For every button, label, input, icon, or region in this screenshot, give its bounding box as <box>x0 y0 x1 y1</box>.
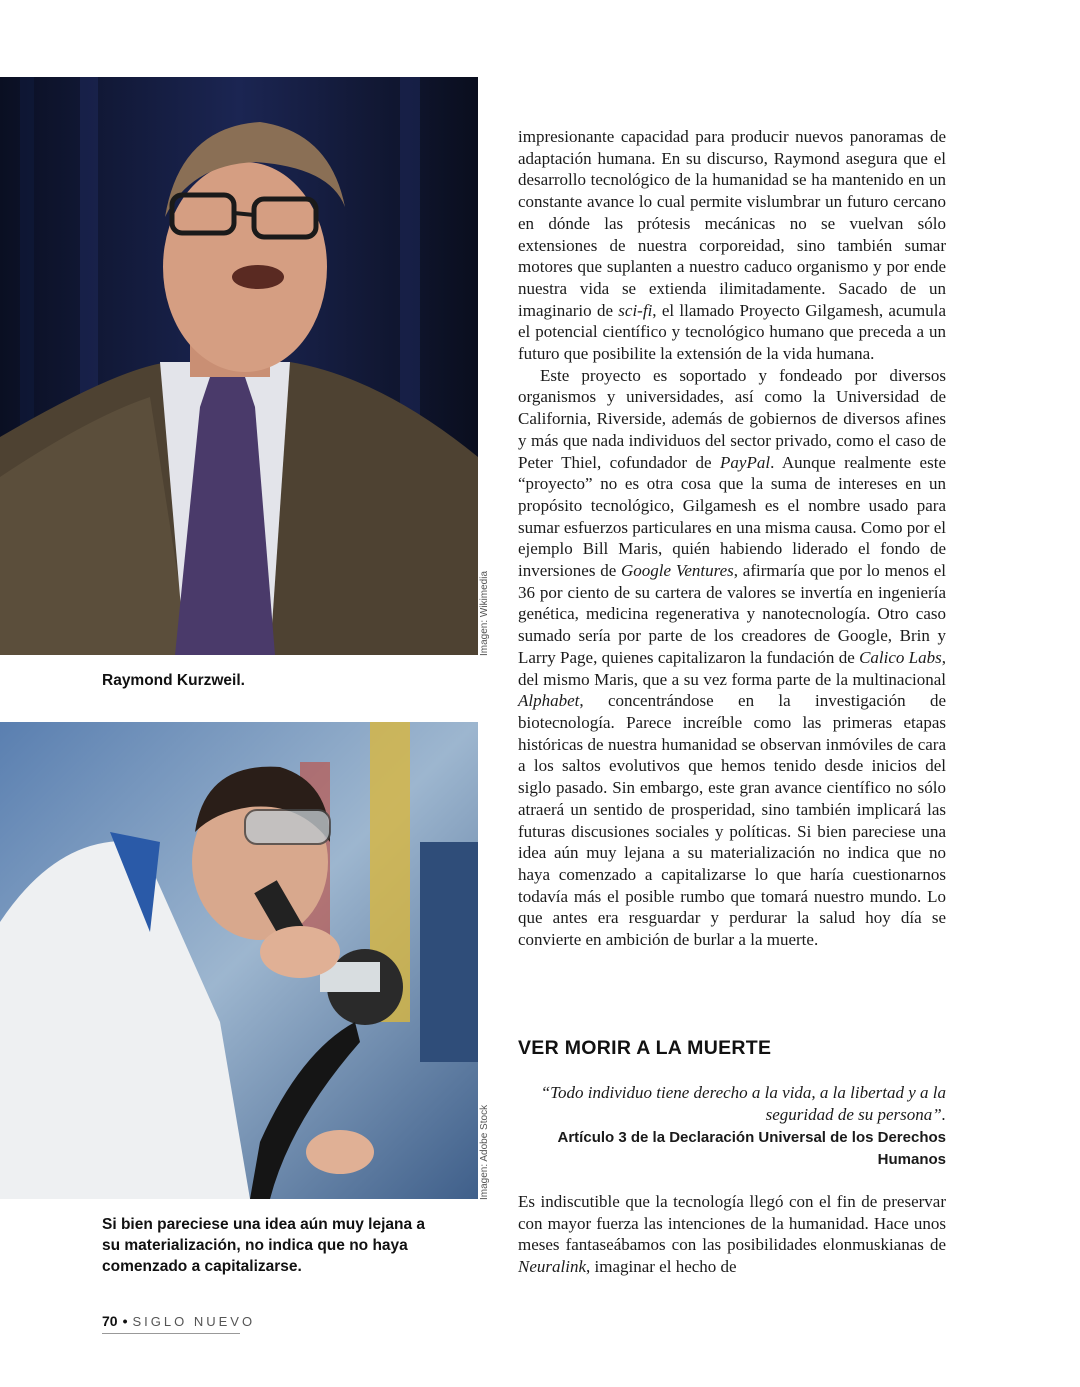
quote-text: “Todo individuo tiene derecho a la vida, a la libertad y a la seguridad de su persona”. <box>540 1083 946 1124</box>
text-run: Es indiscutible que la tecnología llegó con el fin de preservar con mayor fuerza las intenciones de la humanidad. Hace unos meses fantaseábamos con las posibilidades elonmuskianas de <box>518 1192 946 1255</box>
article-body-bottom <box>518 1191 946 1278</box>
paragraph-1 <box>518 126 946 365</box>
epigraph-quote <box>518 1082 946 1171</box>
section-heading: VER MORIR A LA MUERTE <box>518 1037 772 1059</box>
photo-credit-2: Imagen: Adobe Stock <box>479 1104 490 1200</box>
italic-run: Calico Labs <box>859 647 942 667</box>
text-run: , del mismo Maris, que a su vez forma parte de la multinacional <box>518 647 947 689</box>
text-run: Este proyecto es soportado y fondeado por diversos organismos y universidades, así como la Universidad de California, Riverside, además de gobiernos de diversos afines y más que nada individuos del sector privado, como el caso de Peter Thiel, cofundador de <box>518 365 946 472</box>
page-number: 70 <box>102 1313 118 1329</box>
photo-student-microscope <box>0 722 478 1199</box>
photo-caption-2: Si bien pareciese una idea aún muy lejana a su materialización, no indica que no haya comenzado a capitalizarse. <box>102 1216 426 1275</box>
page-footer <box>102 1313 256 1334</box>
quote-source: Artículo 3 de la Declaración Universal de los Derechos Humanos <box>557 1129 946 1168</box>
italic-run: Neuralink <box>518 1257 586 1277</box>
italic-run: sci-fi <box>618 300 653 320</box>
text-run: , el llamado Proyecto Gilgamesh, acumula el potencial científico y tecnológico humano que preceda a un futuro que posibilite la extensión de la vida humana. <box>518 300 946 364</box>
italic-run: PayPal <box>720 452 771 472</box>
footer-separator: • <box>122 1313 128 1329</box>
text-run: , imaginar el hecho de <box>586 1257 737 1277</box>
paragraph-3 <box>518 1191 946 1278</box>
article-body-top <box>518 126 946 951</box>
photo-credit-1: Imagen: Wikimedia <box>479 570 490 656</box>
text-run: impresionante capacidad para producir nuevos panoramas de adaptación humana. En su discurso, Raymond asegura que el desarrollo tecnológico de la humanidad se ha mantenido en un constante avance lo cual permite vislumbrar un futuro cercano en dónde las prótesis mecánicas no se vuelvan sólo extensiones de nuestra corporeidad, sino también sumar motores que suplanten a nuestro caduco organismo y por ende nuestra vida se extienda ilimitadamente. Sacado de un imaginario de <box>518 127 946 320</box>
photo-raymond-kurzweil <box>0 77 478 655</box>
magazine-name: SIGLO NUEVO <box>132 1314 256 1329</box>
italic-run: Google Ventures <box>621 561 734 581</box>
microscope-illustration <box>0 722 478 1199</box>
speaker-illustration <box>0 77 478 655</box>
text-run: , concentrándose en la investigación de biotecnología. Parece increíble como las primeras etapas históricas de nuestra humanidad se observan inmóviles de cara a los saltos evolutivos que hemos tenido desde inicios del siglo pasado. Sin embargo, este gran avance científico no sólo atraerá un sentido de prosperidad, sino también implicará las futuras discusiones sociales y políticas. Si bien pareciese una idea aún muy lejana a su materialización no indica que no haya comenzado a capitalizarse lo que haría cuestionarnos todavía más el posible rumbo que tomará nuestro mundo. Lo que antes era resguardar y perdurar la salud hoy día se convierte en ambición de burlar a la muerte. <box>518 691 946 950</box>
photo-caption-1: Raymond Kurzweil. <box>102 672 245 689</box>
paragraph-2 <box>518 365 946 951</box>
text-run: , afirmaría que por lo menos el 36 por ciento de su cartera de valores se invertía en ingeniería genética, medicina regenerativa y nanotecnología. Otro caso sumado sería por parte de los creadores de Google, Brin y Larry Page, quienes capitalizaron la fundación de <box>518 561 946 667</box>
text-run: . Aunque realmente este “proyecto” no es otra cosa que la suma de intereses en un propósito tecnológico, Gilgamesh es el nombre usado para sumar esfuerzos particulares en una misma causa. Como por el ejemplo Bill Maris, quién habiendo liderado el fondo de inversiones de <box>518 452 946 581</box>
italic-run: Alphabet <box>518 691 580 711</box>
